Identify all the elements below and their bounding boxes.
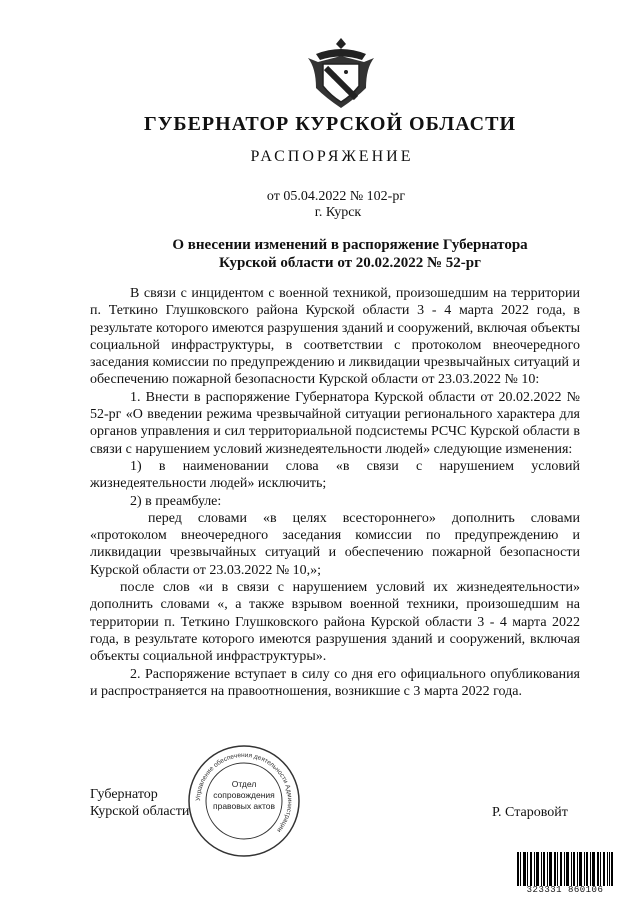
document-type: РАСПОРЯЖЕНИЕ (250, 148, 414, 165)
signatory-title (90, 786, 189, 820)
signatory-title-line-1: Губернатор (90, 787, 158, 802)
paragraph-preamble: В связи с инцидентом с военной техникой, произошедшим на территории п. Теткино Глушковского района Курской области 3 - 4 марта 2022 года, в результате которого имеются разрушения зданий и сооружений, включая объекты социальной инфраструктуры, в соответствии с протоколом внеочередного заседания комиссии по предупреждению и ликвидации чрезвычайных ситуаций и обеспечению пожарной безопасности Курской области от 23.03.2022 № 10: (90, 286, 580, 388)
paragraph-amendment-2: после слов «и в связи с нарушением условий их жизнедеятельности» дополнить словами «, а также взрывом военной техники, произошедшим на территории п. Теткино Глушковского района Курской области 3 - 4 марта 2022 года, в результате которого имеются разрушения зданий и сооружений, включая объекты социальной инфраструктуры». (90, 580, 580, 665)
subject-line-2: Курской области от 20.02.2022 № 52-рг (219, 255, 481, 271)
paragraph-item-1: 1. Внести в распоряжение Губернатора Курской области от 20.02.2022 № 52-рг «О введении режима чрезвычайной ситуации регионального характера для органов управления и сил территориальной подсистемы РСЧС Курской области в связи с нарушением условий жизнедеятельности людей» следующие изменения: (90, 389, 580, 457)
signatory-title-line-2: Курской области (90, 804, 190, 819)
paragraph-subitem-1: 1) в наименовании слова «в связи с нарушением условий жизнедеятельности людей» исключить; (90, 458, 580, 492)
official-stamp (186, 743, 302, 859)
signatory-name: Р. Старовойт (492, 805, 568, 820)
paragraph-subitem-2: 2) в преамбуле: (130, 493, 222, 509)
document-city: г. Курск (314, 205, 362, 220)
paragraph-item-2: 2. Распоряжение вступает в силу со дня его официального опубликования и распространяется на правоотношения, возникшие с 3 марта 2022 года. (90, 666, 580, 699)
barcode (517, 852, 613, 886)
stamp-ring-text: Управление обеспечения деятельности Администрации (194, 751, 294, 834)
authority-heading: ГУБЕРНАТОР КУРСКОЙ ОБЛАСТИ (143, 113, 517, 135)
paragraph-amendment-1: перед словами «в целях всестороннего» дополнить словами «протоколом внеочередного заседания комиссии по предупреждению и ликвидации чрезвычайных ситуаций и обеспечению пожарной безопасности Курской области от 23.03.2022 № 10,»; (90, 510, 580, 578)
document-date-number: от 05.04.2022 № 102-рг (266, 189, 406, 204)
barcode-number: 323331 860106 (526, 885, 604, 895)
subject-line-1: О внесении изменений в распоряжение Губернатора (172, 237, 528, 253)
coat-of-arms-emblem (306, 36, 376, 112)
document-body (90, 285, 580, 700)
stamp-center-text: Отдел сопровождения правовых актов (212, 779, 276, 811)
document-subject (90, 236, 610, 272)
